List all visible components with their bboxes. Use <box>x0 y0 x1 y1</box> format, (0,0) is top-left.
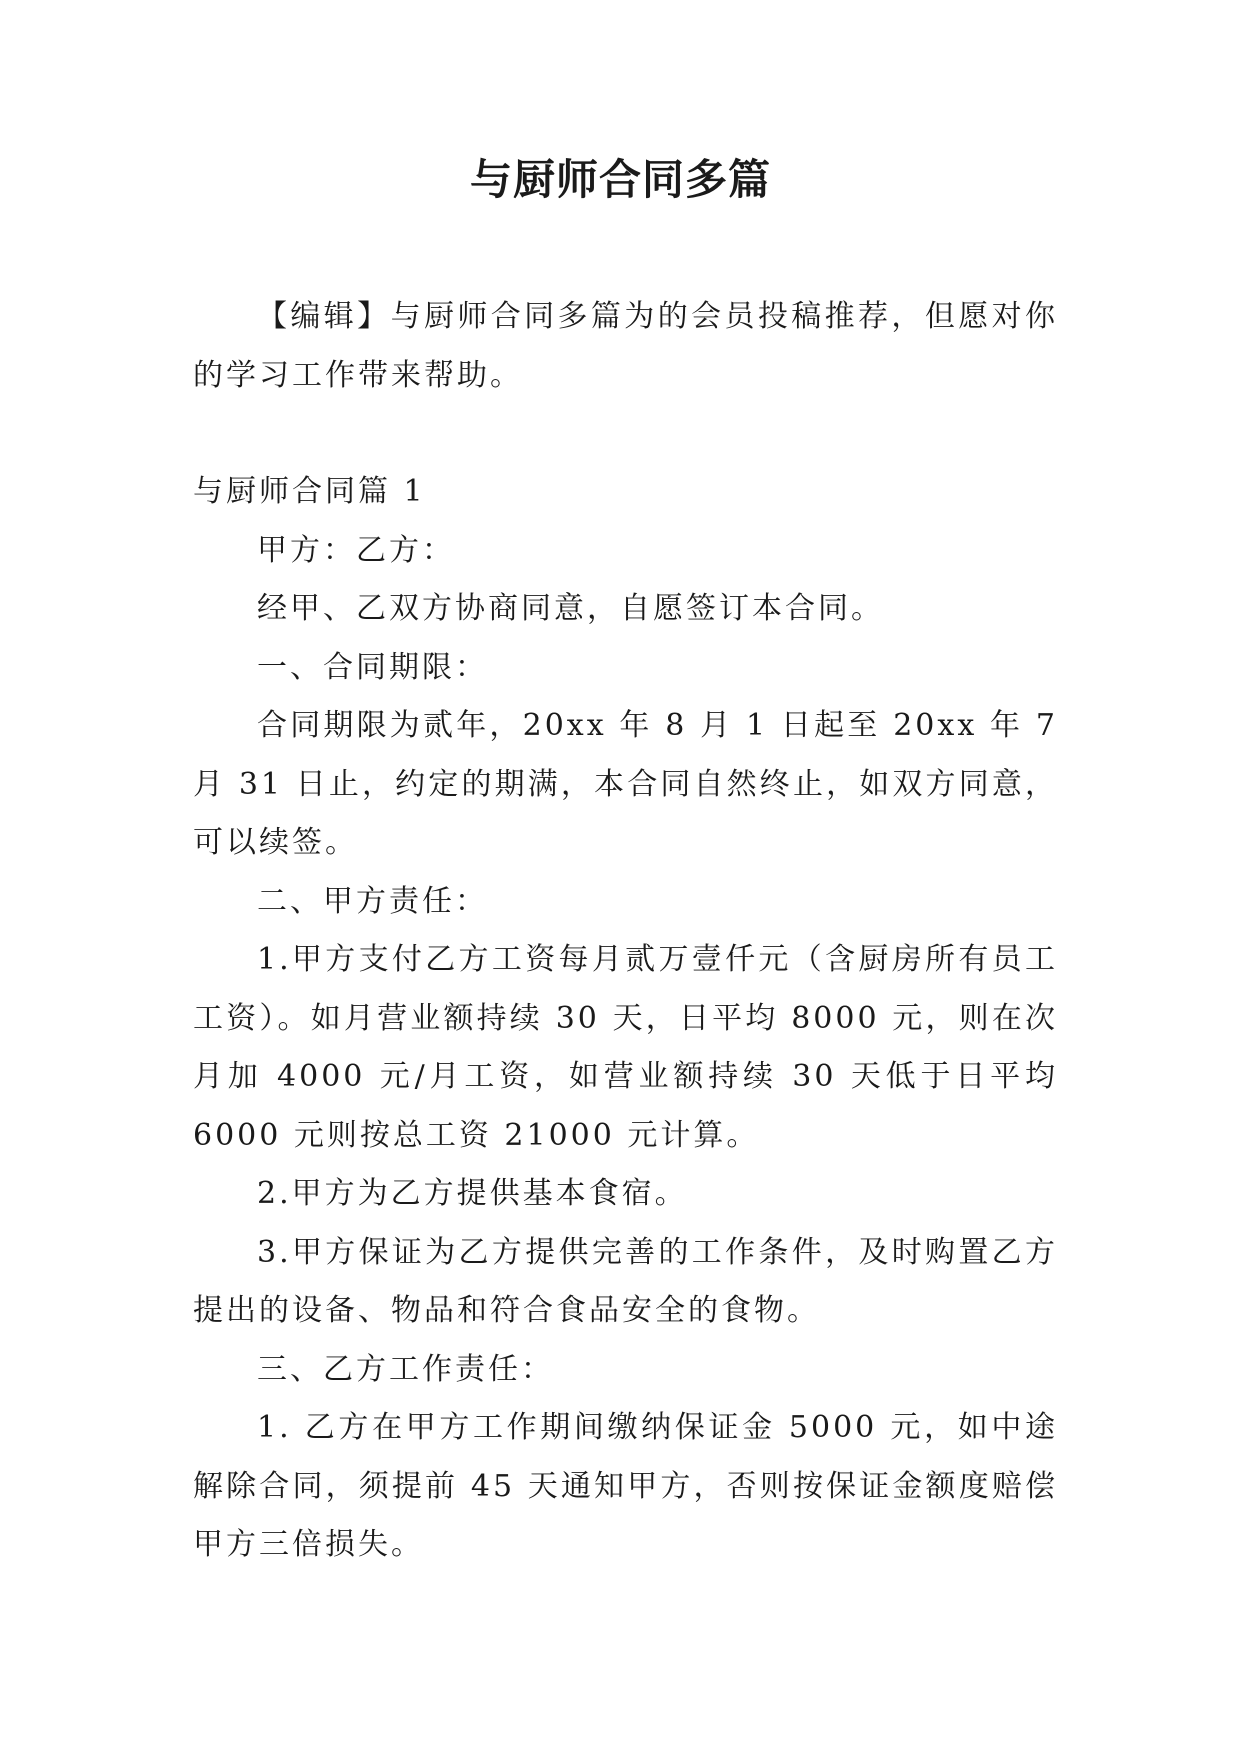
intro-paragraph: 【编辑】与厨师合同多篇为的会员投稿推荐，但愿对你的学习工作带来帮助。 <box>193 299 1058 393</box>
heading-contract-term: 一、合同期限： <box>257 649 488 685</box>
heading-party-a-duties: 二、甲方责任： <box>257 883 488 919</box>
document-body <box>193 288 1058 1575</box>
party-a-duty-2: 2.甲方为乙方提供基本食宿。 <box>257 1176 688 1211</box>
section-heading: 与厨师合同篇 1 <box>193 474 426 509</box>
parties-line: 甲方：乙方： <box>257 532 455 568</box>
contract-term-paragraph: 合同期限为贰年，20xx 年 8 月 1 日起至 20xx 年 7 月 31 日止，约定的期满，本合同自然终止，如双方同意，可以续签。 <box>193 708 1058 860</box>
agreement-line: 经甲、乙双方协商同意，自愿签订本合同。 <box>257 591 884 626</box>
party-a-duty-1: 1.甲方支付乙方工资每月贰万壹仟元（含厨房所有员工工资）。如月营业额持续 30 天，日平均 8000 元，则在次月加 4000 元/月工资，如营业额持续 30 天低于日平均 6000 元则按总工资 21000 元计算。 <box>193 942 1058 1153</box>
party-b-duty-1: 1. 乙方在甲方工作期间缴纳保证金 5000 元，如中途解除合同，须提前 45 天通知甲方，否则按保证金额度赔偿甲方三倍损失。 <box>193 1410 1058 1562</box>
heading-party-b-duties: 三、乙方工作责任： <box>257 1351 554 1387</box>
party-a-duty-3: 3.甲方保证为乙方提供完善的工作条件，及时购置乙方提出的设备、物品和符合食品安全的食物。 <box>193 1234 1058 1328</box>
document-title: 与厨师合同多篇 <box>469 155 771 204</box>
